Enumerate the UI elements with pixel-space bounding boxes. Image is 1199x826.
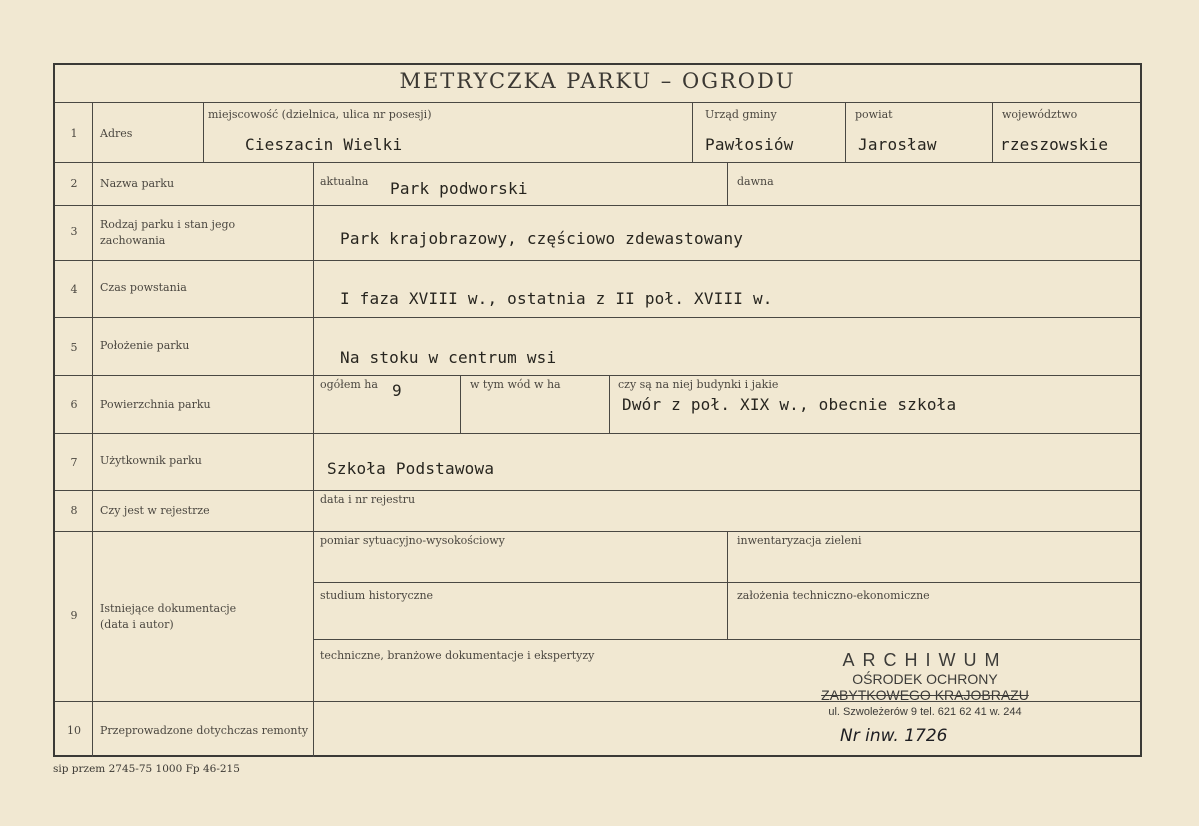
polozenie-value: Na stoku w centrum wsi (340, 348, 557, 367)
urzad-gminy-label: Urząd gminy (705, 108, 777, 121)
budynki-value: Dwór z poł. XIX w., obecnie szkoła (622, 395, 957, 414)
divider (92, 102, 93, 757)
row-label-dokumentacje-2: (data i autor) (100, 618, 174, 631)
row-number: 7 (70, 456, 78, 469)
aktualna-label: aktualna (320, 175, 369, 188)
miejscowosc-value: Cieszacin Wielki (245, 135, 403, 154)
divider (203, 102, 204, 162)
dawna-label: dawna (737, 175, 774, 188)
row-label-nazwa: Nazwa parku (100, 177, 175, 190)
zalozenia-label: założenia techniczno-ekonomiczne (737, 589, 930, 602)
aktualna-value: Park podworski (390, 179, 528, 198)
row-label-rejestr: Czy jest w rejestrze (100, 504, 210, 517)
divider (992, 102, 993, 162)
divider (55, 490, 1140, 491)
uzytkownik-value: Szkoła Podstawowa (327, 459, 495, 478)
budynki-label: czy są na niej budynki i jakie (618, 378, 779, 391)
divider (692, 102, 693, 162)
archive-stamp (800, 650, 1050, 721)
row-label-rodzaj-2: zachowania (100, 234, 166, 247)
divider (55, 260, 1140, 261)
stamp-osrodek: OŚRODEK OCHRONY (852, 671, 998, 687)
divider (55, 531, 1140, 532)
divider (55, 317, 1140, 318)
row-number: 1 (70, 127, 78, 140)
row-label-dokumentacje: Istniejące dokumentacje (100, 602, 237, 615)
divider (313, 639, 1140, 640)
ogolem-label: ogółem ha (320, 378, 378, 391)
divider (55, 205, 1140, 206)
stamp-krajobrazu: ZABYTKOWEGO KRAJOBRAZU (821, 687, 1029, 703)
studium-label: studium historyczne (320, 589, 434, 602)
row-number: 4 (70, 283, 78, 296)
row-number: 10 (67, 724, 81, 737)
inventory-number: Nr inw. 1726 (840, 726, 948, 746)
divider (609, 375, 610, 433)
divider (55, 433, 1140, 434)
row-label-polozenie: Położenie parku (100, 339, 190, 352)
row-number: 8 (70, 504, 78, 517)
divider (313, 162, 314, 757)
powiat-value: Jarosław (858, 135, 937, 154)
row-label-czas: Czas powstania (100, 281, 187, 294)
powiat-label: powiat (855, 108, 893, 121)
row-label-remonty: Przeprowadzone dotychczas remonty (100, 724, 309, 737)
czas-value: I faza XVIII w., ostatnia z II poł. XVIII w. (340, 289, 773, 308)
divider (845, 102, 846, 162)
divider (55, 102, 1140, 103)
row-label-adres: Adres (100, 127, 133, 140)
miejscowosc-label: miejscowość (dzielnica, ulica nr posesji) (208, 108, 432, 121)
row-number: 6 (70, 398, 78, 411)
form-title: METRYCZKA PARKU – OGRODU (399, 69, 796, 93)
techniczne-label: techniczne, branżowe dokumentacje i ekspertyzy (320, 649, 595, 662)
row-number: 2 (70, 177, 78, 190)
print-footer: sip przem 2745-75 1000 Fp 46-215 (53, 763, 240, 775)
row-number: 5 (70, 341, 78, 354)
wojewodztwo-label: województwo (1002, 108, 1078, 121)
row-label-uzytkownik: Użytkownik parku (100, 454, 202, 467)
divider (727, 162, 728, 205)
row-label-powierzchnia: Powierzchnia parku (100, 398, 211, 411)
stamp-address: ul. Szwoleżerów 9 tel. 621 62 41 w. 244 (828, 706, 1022, 718)
ogolem-value: 9 (392, 381, 402, 400)
inwentaryzacja-label: inwentaryzacja zieleni (737, 534, 862, 547)
w-tym-wod-label: w tym wód w ha (470, 378, 561, 391)
divider (55, 375, 1140, 376)
wojewodztwo-value: rzeszowskie (1000, 135, 1109, 154)
rejestr-label: data i nr rejestru (320, 493, 416, 506)
divider (55, 162, 1140, 163)
divider (460, 375, 461, 433)
row-number: 3 (70, 225, 78, 238)
divider (727, 531, 728, 639)
row-label-rodzaj: Rodzaj parku i stan jego (100, 218, 236, 231)
urzad-gminy-value: Pawłosiów (705, 135, 794, 154)
row-number: 9 (70, 609, 78, 622)
rodzaj-value: Park krajobrazowy, częściowo zdewastowany (340, 229, 744, 248)
pomiar-label: pomiar sytuacyjno-wysokościowy (320, 534, 505, 547)
stamp-archiwum: ARCHIWUM (842, 650, 1008, 670)
